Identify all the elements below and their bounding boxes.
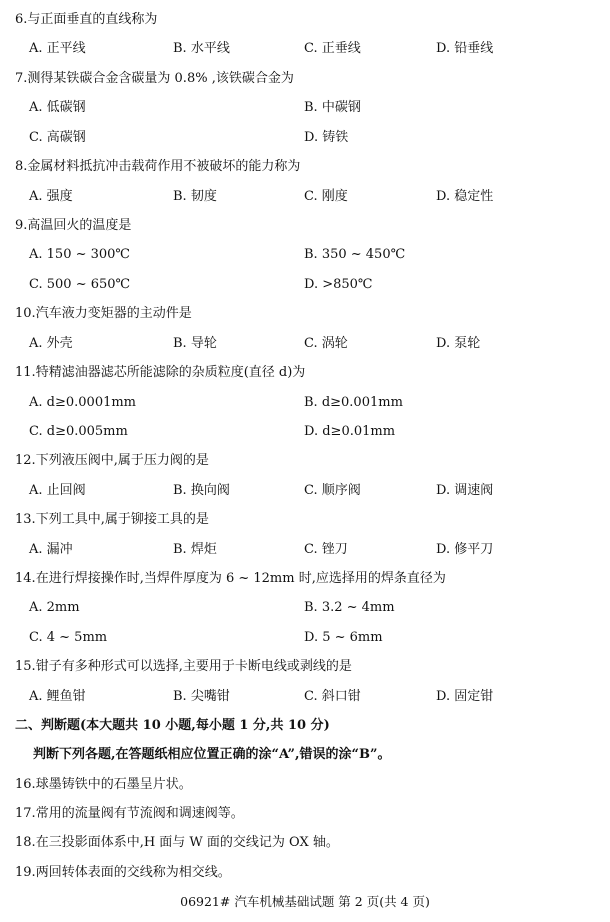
question-stem: 8.金属材料抵抗冲击载荷作用不被破坏的能力称为: [15, 159, 301, 174]
option-d: D. 5 ~ 6mm: [304, 630, 383, 645]
option-c: C. 涡轮: [304, 336, 348, 351]
option-b: B. 韧度: [173, 189, 217, 204]
question-stem: 12.下列液压阀中,属于压力阀的是: [15, 453, 209, 468]
option-c: C. 4 ~ 5mm: [29, 630, 108, 645]
option-a: A. 止回阀: [29, 483, 86, 498]
option-c: C. 刚度: [304, 189, 348, 204]
question-stem: 9.高温回火的温度是: [15, 218, 132, 233]
question-stem: 14.在进行焊接操作时,当焊件厚度为 6 ~ 12mm 时,应选择用的焊条直径为: [15, 571, 446, 586]
option-row: [0, 688, 610, 706]
option-row: [0, 188, 610, 206]
option-b: B. 尖嘴钳: [173, 689, 230, 704]
option-row: [0, 629, 610, 647]
option-a: A. 外壳: [29, 336, 73, 351]
option-b: B. 焊炬: [173, 542, 217, 557]
option-a: A. 漏冲: [29, 542, 73, 557]
option-a: A. 强度: [29, 189, 73, 204]
question-stem: 11.特精滤油器滤芯所能滤除的杂质粒度(直径 d)为: [15, 365, 306, 380]
option-d: D. 固定钳: [436, 689, 494, 704]
question-stem: 7.测得某铁碳合金含碳量为 0.8% ,该铁碳合金为: [15, 71, 294, 86]
option-c: C. d≥0.005mm: [29, 424, 128, 439]
option-c: C. 锉刀: [304, 542, 348, 557]
page-footer: 06921# 汽车机械基础试题 第 2 页(共 4 页): [180, 894, 430, 909]
option-row: [0, 129, 610, 147]
option-d: D. d≥0.01mm: [304, 424, 396, 439]
option-c: C. 正垂线: [304, 41, 361, 56]
judgment-item: 18.在三投影面体系中,H 面与 W 面的交线记为 OX 轴。: [15, 835, 339, 850]
option-row: [0, 276, 610, 294]
option-row: [0, 599, 610, 617]
option-row: [0, 394, 610, 412]
question-stem: 10.汽车液力变矩器的主动件是: [15, 306, 192, 321]
option-d: D. 铸铁: [304, 130, 349, 145]
option-b: B. 350 ~ 450℃: [304, 247, 406, 262]
option-b: B. 换向阀: [173, 483, 230, 498]
question-stem: 13.下列工具中,属于铆接工具的是: [15, 512, 209, 527]
option-row: [0, 99, 610, 117]
option-b: B. 中碳钢: [304, 100, 361, 115]
question-stem: 15.钳子有多种形式可以选择,主要用于卡断电线或剥线的是: [15, 659, 352, 674]
option-row: [0, 246, 610, 264]
option-d: D. 调速阀: [436, 483, 494, 498]
option-row: [0, 40, 610, 58]
option-c: C. 顺序阀: [304, 483, 361, 498]
judgment-item: 19.两回转体表面的交线称为相交线。: [15, 865, 231, 880]
option-b: B. 3.2 ~ 4mm: [304, 600, 395, 615]
option-row: [0, 335, 610, 353]
option-a: A. 低碳钢: [29, 100, 86, 115]
option-a: A. 150 ~ 300℃: [29, 247, 130, 262]
question-stem: 6.与正面垂直的直线称为: [15, 12, 158, 27]
option-c: C. 高碳钢: [29, 130, 86, 145]
option-a: A. d≥0.0001mm: [29, 395, 137, 410]
section-instruction: 判断下列各题,在答题纸相应位置正确的涂“A”,错误的涂“B”。: [33, 747, 391, 762]
option-a: A. 2mm: [29, 600, 80, 615]
option-d: D. >850℃: [304, 277, 373, 292]
option-a: A. 鲤鱼钳: [29, 689, 86, 704]
option-b: B. 导轮: [173, 336, 217, 351]
judgment-item: 16.球墨铸铁中的石墨呈片状。: [15, 777, 192, 792]
option-row: [0, 482, 610, 500]
option-a: A. 正平线: [29, 41, 86, 56]
option-d: D. 稳定性: [436, 189, 494, 204]
option-b: B. 水平线: [173, 41, 230, 56]
section-title: 二、判断题(本大题共 10 小题,每小题 1 分,共 10 分): [15, 718, 330, 733]
option-d: D. 泵轮: [436, 336, 481, 351]
judgment-item: 17.常用的流量阀有节流阀和调速阀等。: [15, 806, 244, 821]
option-c: C. 斜口钳: [304, 689, 361, 704]
option-row: [0, 423, 610, 441]
option-d: D. 修平刀: [436, 542, 494, 557]
option-b: B. d≥0.001mm: [304, 395, 403, 410]
option-d: D. 铅垂线: [436, 41, 494, 56]
option-c: C. 500 ~ 650℃: [29, 277, 131, 292]
option-row: [0, 541, 610, 559]
